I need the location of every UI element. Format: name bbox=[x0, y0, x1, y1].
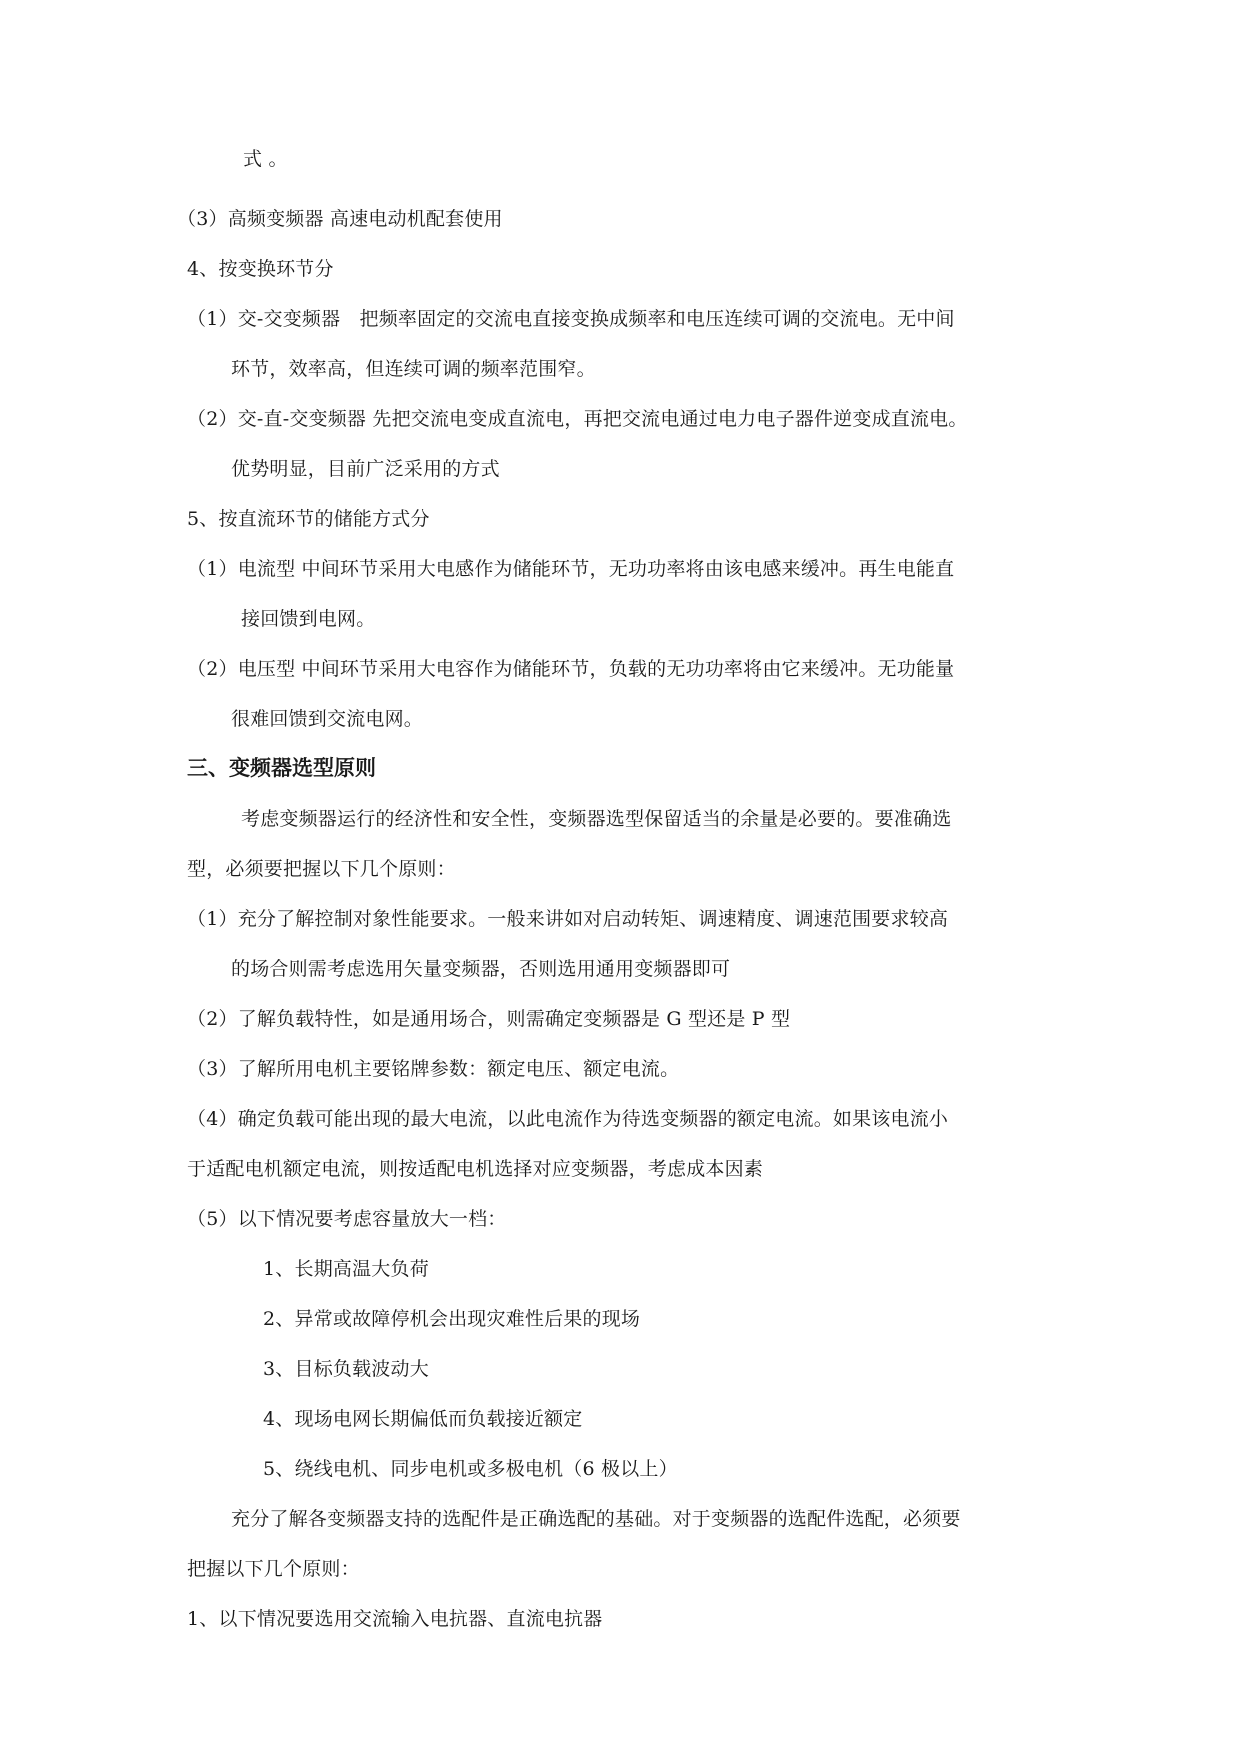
list-item: 5、绕线电机、同步电机或多极电机（6 极以上） bbox=[263, 1458, 678, 1480]
text-line: （1）充分了解控制对象性能要求。一般来讲如对启动转矩、调速精度、调速范围要求较高 bbox=[187, 908, 949, 930]
text-line: （4）确定负载可能出现的最大电流，以此电流作为待选变频器的额定电流。如果该电流小 bbox=[187, 1108, 949, 1130]
list-item: 2、异常或故障停机会出现灾难性后果的现场 bbox=[263, 1308, 641, 1330]
text-line: （2）电压型 中间环节采用大电容作为储能环节，负载的无功功率将由它来缓冲。无功能量 bbox=[187, 658, 955, 680]
text-line: 1、以下情况要选用交流输入电抗器、直流电抗器 bbox=[187, 1608, 603, 1630]
text-line: 于适配电机额定电流，则按适配电机选择对应变频器，考虑成本因素 bbox=[187, 1158, 764, 1180]
list-item: 3、目标负载波动大 bbox=[263, 1358, 429, 1380]
text-line: （3）高频变频器 高速电动机配套使用 bbox=[177, 208, 503, 230]
text-line: 式 。 bbox=[243, 148, 288, 170]
text-line: 的场合则需考虑选用矢量变频器，否则选用通用变频器即可 bbox=[231, 958, 731, 980]
text-line: 考虑变频器运行的经济性和安全性，变频器选型保留适当的余量是必要的。要准确选 bbox=[241, 808, 952, 830]
section-heading: 三、变频器选型原则 bbox=[187, 756, 376, 780]
text-line: （1）交-交变频器 把频率固定的交流电直接变换成频率和电压连续可调的交流电。无中间 bbox=[187, 308, 955, 330]
text-line: （1）电流型 中间环节采用大电感作为储能环节，无功功率将由该电感来缓冲。再生电能直 bbox=[187, 558, 955, 580]
text-line: 很难回馈到交流电网。 bbox=[231, 708, 424, 730]
text-line: （5）以下情况要考虑容量放大一档： bbox=[187, 1208, 507, 1230]
list-item: 1、长期高温大负荷 bbox=[263, 1258, 429, 1280]
text-line: （3）了解所用电机主要铭牌参数：额定电压、额定电流。 bbox=[187, 1058, 680, 1080]
text-line: 充分了解各变频器支持的选配件是正确选配的基础。对于变频器的选配件选配，必须要 bbox=[231, 1508, 961, 1530]
text-line: 把握以下几个原则： bbox=[187, 1558, 360, 1580]
list-item: 4、现场电网长期偏低而负载接近额定 bbox=[263, 1408, 583, 1430]
text-line: 4、按变换环节分 bbox=[187, 258, 334, 280]
text-line: 接回馈到电网。 bbox=[241, 608, 376, 630]
text-line: （2）交-直-交变频器 先把交流电变成直流电，再把交流电通过电力电子器件逆变成直流电。 bbox=[187, 408, 968, 430]
text-line: 型，必须要把握以下几个原则： bbox=[187, 858, 456, 880]
text-line: （2）了解负载特性，如是通用场合，则需确定变频器是 G 型还是 P 型 bbox=[187, 1008, 791, 1030]
text-line: 优势明显，目前广泛采用的方式 bbox=[231, 458, 500, 480]
text-line: 5、按直流环节的储能方式分 bbox=[187, 508, 430, 530]
text-line: 环节，效率高，但连续可调的频率范围窄。 bbox=[231, 358, 596, 380]
